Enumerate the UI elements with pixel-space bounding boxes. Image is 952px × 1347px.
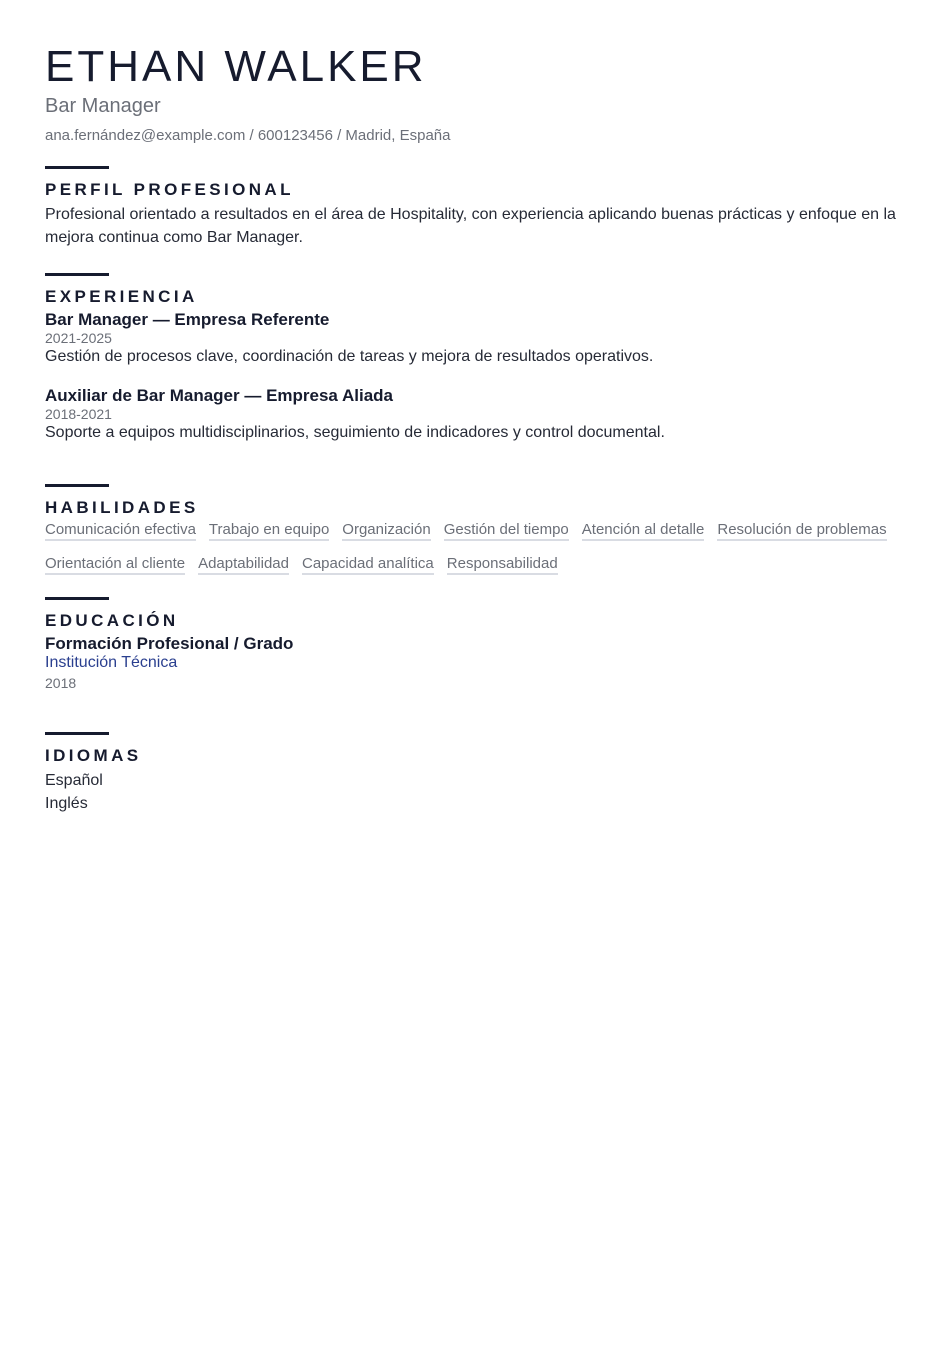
skill-tag: Adaptabilidad [198, 555, 289, 575]
skill-tag: Gestión del tiempo [444, 521, 569, 541]
section-title-experience: EXPERIENCIA [45, 287, 198, 306]
job-title: Auxiliar de Bar Manager — Empresa Aliada [45, 386, 393, 405]
experience-section [45, 273, 907, 444]
section-divider [45, 166, 109, 169]
candidate-title: Bar Manager [45, 95, 161, 117]
section-divider [45, 597, 109, 600]
job-title: Bar Manager — Empresa Referente [45, 310, 330, 329]
profile-text: Profesional orientado a resultados en el área de Hospitality, con experiencia aplicando buenas prácticas y enfoque en la mejora continua como Bar Manager. [45, 206, 896, 246]
skill-tag: Resolución de problemas [717, 521, 886, 541]
job-dates: 2021-2025 [45, 330, 112, 346]
skill-tag: Organización [342, 521, 430, 541]
section-divider [45, 273, 109, 276]
education-degree: Formación Profesional / Grado [45, 634, 294, 653]
profile-section [45, 166, 907, 249]
section-title-languages: IDIOMAS [45, 746, 142, 765]
skill-tag: Comunicación efectiva [45, 521, 196, 541]
education-year: 2018 [45, 675, 77, 691]
skill-tag: Atención al detalle [582, 521, 705, 541]
section-divider [45, 484, 109, 487]
education-section [45, 597, 907, 694]
languages-section [45, 732, 907, 815]
job-description: Gestión de procesos clave, coordinación de tareas y mejora de resultados operativos. [45, 348, 654, 365]
experience-item [45, 386, 907, 444]
job-description: Soporte a equipos multidisciplinarios, seguimiento de indicadores y control documental. [45, 424, 665, 441]
skills-section [45, 484, 907, 575]
language-item: Español [45, 772, 103, 789]
skill-tag: Orientación al cliente [45, 555, 185, 575]
skill-tag: Trabajo en equipo [209, 521, 329, 541]
contact-line: ana.fernández@example.com / 600123456 / Madrid, España [45, 127, 451, 144]
job-dates: 2018-2021 [45, 406, 112, 422]
section-title-profile: PERFIL PROFESIONAL [45, 180, 294, 199]
education-school: Institución Técnica [45, 654, 178, 671]
skill-tag: Capacidad analítica [302, 555, 434, 575]
section-title-skills: HABILIDADES [45, 498, 199, 517]
candidate-name: ETHAN WALKER [45, 42, 427, 91]
section-divider [45, 732, 109, 735]
language-item: Inglés [45, 795, 88, 812]
skill-tag: Responsabilidad [447, 555, 558, 575]
section-title-education: EDUCACIÓN [45, 611, 179, 630]
skills-list [45, 521, 907, 575]
experience-item [45, 310, 907, 368]
resume-header [45, 42, 907, 146]
